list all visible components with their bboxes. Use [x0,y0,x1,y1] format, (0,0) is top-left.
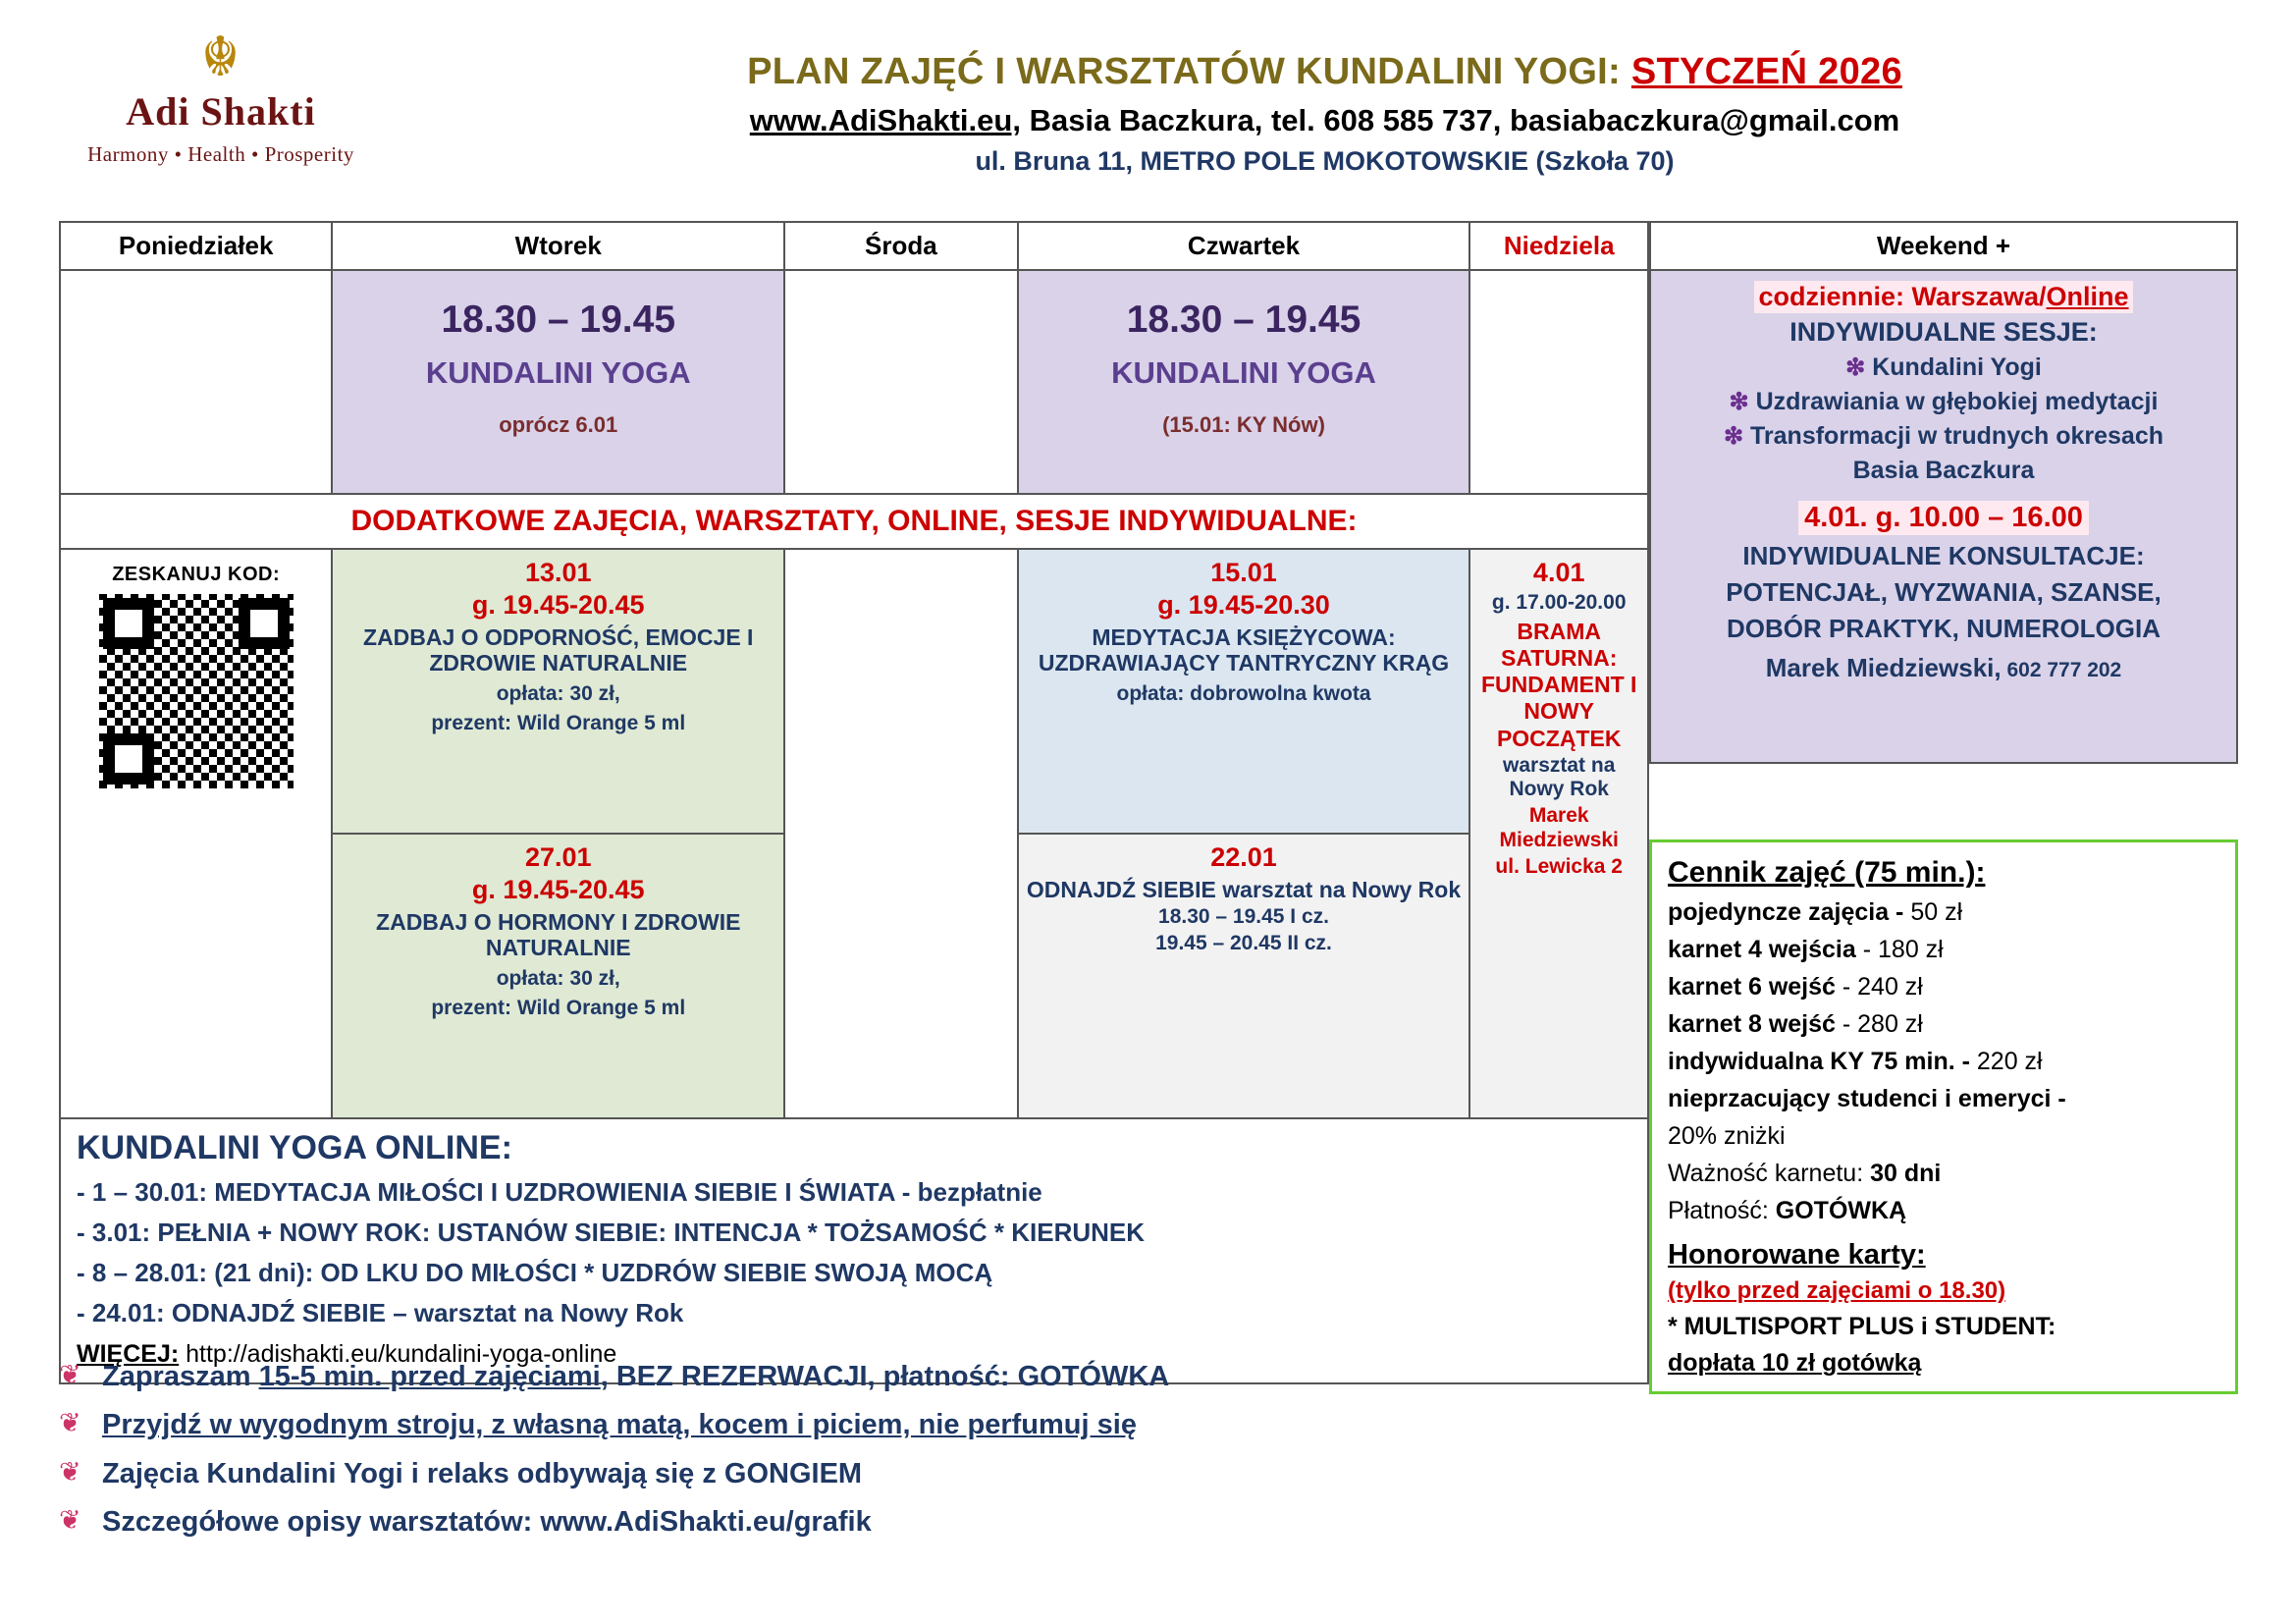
pricing-heading-colon: : [1975,856,1986,889]
pricing-row-value: 220 zł [1969,1048,2043,1075]
weekend-consult-person-name: Marek Miedziewski, [1765,652,2002,682]
weekend-sessions-heading: INDYWIDUALNE SESJE: [1789,317,2098,347]
pricing-row [1668,973,2219,1001]
pricing-panel [1649,839,2238,1394]
weekend-consult-phone: 602 777 202 [2001,658,2122,681]
flower-bullet-icon: ❦ [59,1505,81,1536]
weekend-consult-line-2: POTENCJAŁ, WYZWANIA, SZANSE, [1726,577,2162,608]
weekend-availability [1754,281,2132,313]
pricing-row [1668,1048,2219,1076]
footer-note [59,1361,1649,1393]
pricing-validity-label: Ważność karnetu: [1668,1160,1871,1187]
event-hour: g. 19.45-20.30 [1157,590,1330,620]
online-item: - 24.01: ODNAJDŹ SIEBIE – warsztat na Nowy Rok [77,1298,684,1327]
online-row [61,1119,1647,1382]
logo-name: Adi Shakti [126,89,316,134]
event-part-1: 18.30 – 19.45 I cz. [1158,905,1329,929]
online-item: - 3.01: PEŁNIA + NOWY ROK: USTANÓW SIEBIE: INTENCJA * TOŻSAMOŚĆ * KIERUNEK [77,1218,1146,1247]
pricing-row [1668,936,2219,964]
tuesday-class-name: KUNDALINI YOGA [425,355,691,390]
pricing-row-label: nieprzacujący studenci i emeryci - [1668,1085,2066,1112]
event-fee: opłata: 30 zł, [496,966,620,990]
event-part-2: 19.45 – 20.45 II cz. [1155,932,1332,955]
event-title: BRAMA SATURNA: FUNDAMENT I NOWY POCZĄTEK [1480,619,1637,751]
pricing-discount: 20% zniżki [1668,1122,1786,1150]
qr-label: ZESKANUJ KOD: [112,564,281,585]
sunday-empty-cell [1470,271,1647,495]
day-header-wednesday: Środa [785,223,1018,271]
weekend-content [1651,271,2236,762]
tuesday-class-time: 18.30 – 19.45 [441,298,676,341]
table-header-row [61,223,1647,271]
qr-code-cell [61,550,333,1119]
pricing-payment-label: Płatność: [1668,1197,1776,1224]
pricing-row-value: - 180 zł [1855,936,1944,963]
event-hour: g. 19.45-20.45 [471,590,645,620]
pricing-row-value: - 240 zł [1835,973,1923,1001]
tuesday-events-column [333,550,785,1119]
event-date: 13.01 [524,558,592,587]
online-heading: KUNDALINI YOGA ONLINE: [77,1129,512,1166]
weekend-session-label: Kundalini Yogi [1872,353,2042,381]
page-title-month: STYCZEŃ 2026 [1630,51,1902,92]
flower-bullet-icon: ❦ [59,1408,81,1438]
footer-note-pre: Zapraszam [102,1361,259,1392]
event-fee: opłata: 30 zł, [496,681,620,705]
thursday-class-note: (15.01: KY Nów) [1162,412,1325,437]
weekend-consult-person [1659,653,2228,683]
day-header-monday: Poniedziałek [61,223,333,271]
logo-tagline: Harmony • Health • Prosperity [87,142,354,166]
footer-note-text: Zajęcia Kundalini Yogi i relaks odbywają się z GONGIEM [102,1457,863,1489]
weekend-session-item [1659,422,2228,451]
tuesday-class-cell [333,271,785,495]
qr-code-icon[interactable] [99,594,294,788]
tuesday-class-note: oprócz 6.01 [499,412,618,437]
address-line: ul. Bruna 11, METRO POLE MOKOTOWSKIE (Szkoła 70) [975,146,1675,176]
footer-note [59,1458,1649,1490]
event-gift: prezent: Wild Orange 5 ml [431,712,686,735]
flower-icon: ❇ [1729,389,1749,415]
event-title: ZADBAJ O HORMONY I ZDROWIE NATURALNIE [376,909,741,961]
pricing-cards-line: * MULTISPORT PLUS i STUDENT: [1668,1313,2056,1340]
pricing-validity [1668,1160,2219,1188]
schedule-table [59,221,1649,1384]
thursday-class-cell [1019,271,1471,495]
pricing-payment [1668,1197,2219,1225]
event-subtitle: warsztat na Nowy Rok [1503,753,1616,801]
day-header-tuesday: Wtorek [333,223,785,271]
pricing-validity-value: 30 dni [1870,1160,1942,1187]
flower-icon: ❇ [1723,423,1744,450]
regular-classes-row [61,271,1647,495]
online-more-url[interactable]: http://adishakti.eu/kundalini-yoga-online [179,1340,617,1368]
pricing-heading-text: Cennik zajęć (75 min.) [1668,856,1976,889]
weekend-session-label: Transformacji w trudnych okresach [1750,422,2164,450]
pricing-row [1668,1010,2219,1039]
pricing-row-label: karnet 6 wejść [1668,973,1836,1001]
event-title: MEDYTACJA KSIĘŻYCOWA: UZDRAWIAJĄCY TANTRYCZNY KRĄG [1038,624,1450,677]
extras-banner: DODATKOWE ZAJĘCIA, WARSZTATY, ONLINE, SESJE INDYWIDUALNE: [61,495,1647,550]
footer-note-post: , BEZ REZERWACJI, płatność: GOTÓWKA [600,1361,1170,1392]
website-link[interactable]: www.AdiShakti.eu, [749,103,1021,137]
footer-note-text [102,1409,1137,1441]
event-hour: g. 17.00-20.00 [1491,591,1627,614]
online-block [61,1119,1647,1382]
pricing-row-label: indywidualna KY 75 min. - [1668,1048,1970,1075]
weekend-online-word: Online [2046,282,2129,311]
pricing-cards-extra [1668,1349,2219,1378]
title-block [393,51,2257,177]
event-date: 15.01 [1210,558,1277,587]
weekend-consult-line-1: INDYWIDUALNE KONSULTACJE: [1742,541,2145,570]
event-card-04-01 [1470,550,1647,1119]
pricing-cards-note: (tylko przed zajęciami o 18.30) [1668,1277,2006,1304]
online-more-label: WIĘCEJ: [77,1340,180,1368]
pricing-row-value: 50 zł [1903,898,1963,926]
event-title: ZADBAJ O ODPORNOŚĆ, EMOCJE I ZDROWIE NATURALNIE [363,624,754,677]
footer-note-text: Szczegółowe opisy warsztatów: www.AdiShakti.eu/grafik [102,1506,872,1539]
weekend-panel [1649,221,2238,764]
event-gift: prezent: Wild Orange 5 ml [431,997,686,1020]
logo [59,26,383,167]
flower-bullet-icon: ❦ [59,1456,81,1487]
footer-note [59,1506,1649,1539]
weekend-session-item [1659,353,2228,382]
pricing-payment-value: GOTÓWKĄ [1775,1197,1907,1224]
pricing-row-value: - 280 zł [1835,1010,1923,1038]
page-title [393,51,2257,93]
weekend-session-item [1659,388,2228,416]
event-card-13-01 [333,550,785,835]
pricing-heading [1668,856,2219,890]
footer-notes [59,1345,1649,1539]
event-card-15-01 [1019,550,1471,835]
poster-header [0,0,2296,201]
pricing-row [1668,1085,2219,1113]
pricing-row-label: karnet 4 wejścia [1668,936,1856,963]
pricing-cards-extra-amount: dopłata 10 zł [1668,1349,1822,1377]
pricing-row-label: karnet 8 wejść [1668,1010,1836,1038]
footer-note-underlined: Przyjdź w wygodnym stroju, z własną matą, kocem i piciem, nie perfumuj się [102,1409,1137,1441]
thursday-events-column [1019,550,1471,1119]
contact-line [393,103,2257,138]
thursday-class-time: 18.30 – 19.45 [1126,298,1362,341]
wednesday-events-cell [785,550,1018,1119]
event-hour: g. 19.45-20.45 [471,875,645,904]
thursday-class-name: KUNDALINI YOGA [1111,355,1376,390]
event-date: 4.01 [1532,558,1585,587]
flower-icon: ❇ [1845,354,1866,381]
event-place: ul. Lewicka 2 [1495,854,1623,878]
monday-empty-cell [61,271,333,495]
weekend-teacher: Basia Baczkura [1852,457,2035,484]
event-card-22-01 [1019,835,1471,1119]
weekend-consult-time: 4.01. g. 10.00 – 16.00 [1798,501,2089,535]
online-item: - 8 – 28.01: (21 dni): OD LKU DO MIŁOŚCI * UZDRÓW SIEBIE SWOJĄ MOCĄ [77,1258,993,1287]
wednesday-empty-cell [785,271,1018,495]
online-item: - 1 – 30.01: MEDYTACJA MIŁOŚCI I UZDROWIENIA SIEBIE I ŚWIATA - bezpłatnie [77,1177,1042,1207]
pricing-cards-extra-method: gotówką [1821,1349,1922,1377]
pricing-row-label: pojedyncze zajęcia - [1668,898,1904,926]
day-header-thursday: Czwartek [1019,223,1471,271]
day-header-sunday: Niedziela [1470,223,1647,271]
weekend-session-label: Uzdrawiania w głębokiej medytacji [1755,388,2159,415]
event-date: 27.01 [524,842,592,872]
events-row-1 [61,550,1647,1119]
event-card-27-01 [333,835,785,1119]
day-header-weekend: Weekend + [1651,223,2236,271]
extras-banner-row [61,495,1647,550]
footer-note [59,1409,1649,1441]
event-person: Marek Miedziewski [1499,804,1619,851]
flower-bullet-icon: ❦ [59,1360,81,1389]
event-date: 22.01 [1210,842,1277,872]
footer-note-underlined: 15-5 min. przed zajęciami [258,1361,601,1392]
footer-note-text [102,1361,1169,1393]
pricing-row [1668,898,2219,927]
event-title: ODNAJDŹ SIEBIE warsztat na Nowy Rok [1026,877,1462,902]
adi-shakti-symbol-icon: ☬ [200,26,241,87]
contact-details: Basia Baczkura, tel. 608 585 737, basiabaczkura@gmail.com [1020,103,1900,137]
page-title-prefix: PLAN ZAJĘĆ I WARSZTATÓW KUNDALINI YOGI: [747,51,1631,92]
weekend-consult-line-3: DOBÓR PRAKTYK, NUMEROLOGIA [1727,614,2161,644]
pricing-cards-heading: Honorowane karty: [1668,1239,1926,1271]
weekend-availability-text: codziennie: Warszawa/ [1758,282,2047,311]
event-fee: opłata: dobrowolna kwota [1116,681,1371,705]
